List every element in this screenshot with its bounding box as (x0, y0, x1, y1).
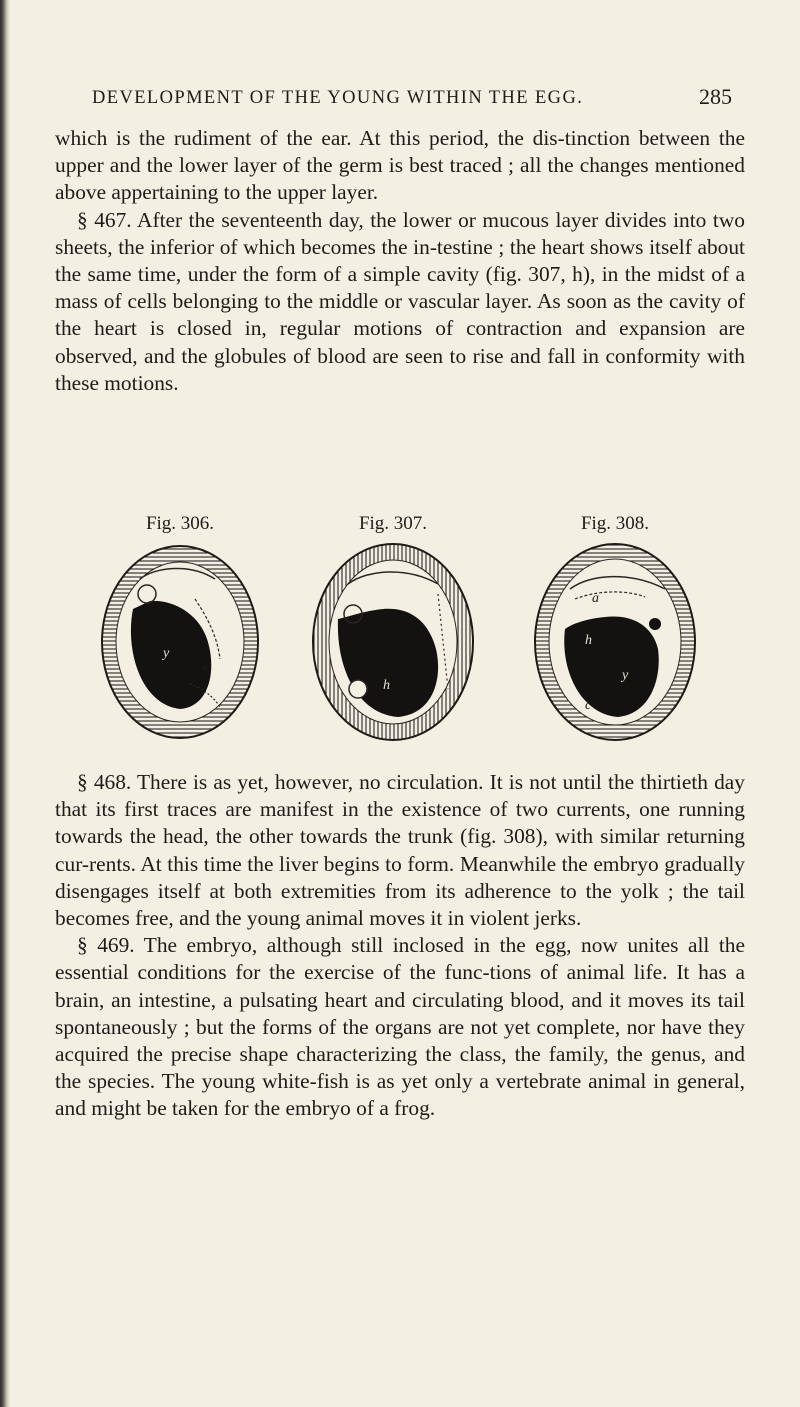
figure-307 (293, 513, 493, 744)
figure-caption: Fig. 307. (358, 513, 428, 534)
paragraph-continued: which is the rudiment of the ear. At this period, the dis-tinction between the upper and the lower layer of the germ is best traced ; all the changes mentioned above appertaining to the upper layer. (55, 126, 745, 205)
paragraph-467: § 467. After the seventeenth day, the lower or mucous layer divides into two sheets, the inferior of which becomes the in-testine ; the heart shows itself about the same time, under the form of a simple cavity (fig. 307, h), in the midst of a mass of cells belonging to the middle or vascular layer. As soon as the cavity of the heart is closed in, regular motions of contraction and expansion are observed, and the globules of blood are seen to rise and fall in conformity with these motions. (55, 207, 745, 395)
figure-label: h (383, 678, 390, 693)
text-block-top (55, 125, 745, 397)
figure-caption: Fig. 306. (145, 513, 215, 534)
figure-308 (515, 513, 715, 744)
figure-label: c (585, 698, 592, 713)
figure-label: e (203, 660, 210, 675)
figure-label: a (592, 591, 599, 606)
figure-caption: Fig. 308. (580, 513, 650, 534)
running-head-title: DEVELOPMENT OF THE YOUNG WITHIN THE EGG. (92, 88, 584, 108)
figure-308-illustration (530, 539, 700, 744)
page-number: 285 (699, 84, 732, 109)
page-edge (0, 0, 10, 1407)
running-head (92, 84, 732, 109)
figure-label: h (585, 633, 592, 648)
figure-307-illustration (308, 539, 478, 744)
text-block-bottom (55, 769, 745, 1123)
paragraph-469: § 469. The embryo, although still inclosed in the egg, now unites all the essential conditions for the exercise of the func-tions of animal life. It has a brain, an intestine, a pulsating heart and circulating blood, and it moves its tail spontaneously ; but the forms of the organs are not yet complete, nor have they acquired the precise shape characterizing the class, the family, the genus, and the species. The young white-fish is as yet only a vertebrate animal in general, and might be taken for the embryo of a frog. (55, 933, 745, 1121)
figure-306 (80, 513, 280, 744)
figure-plate (90, 513, 730, 763)
figure-label: y (622, 668, 629, 683)
figure-label: y (163, 646, 170, 661)
paragraph-468: § 468. There is as yet, however, no circulation. It is not until the thirtieth day that its first traces are manifest in the existence of two currents, one running towards the head, the other towards the trunk (fig. 308), with similar returning cur-rents. At this time the liver begins to form. Meanwhile the embryo gradually disengages itself at both extremities from its adherence to the yolk ; the tail becomes free, and the young animal moves it in violent jerks. (55, 770, 745, 931)
figure-306-illustration (95, 539, 265, 744)
